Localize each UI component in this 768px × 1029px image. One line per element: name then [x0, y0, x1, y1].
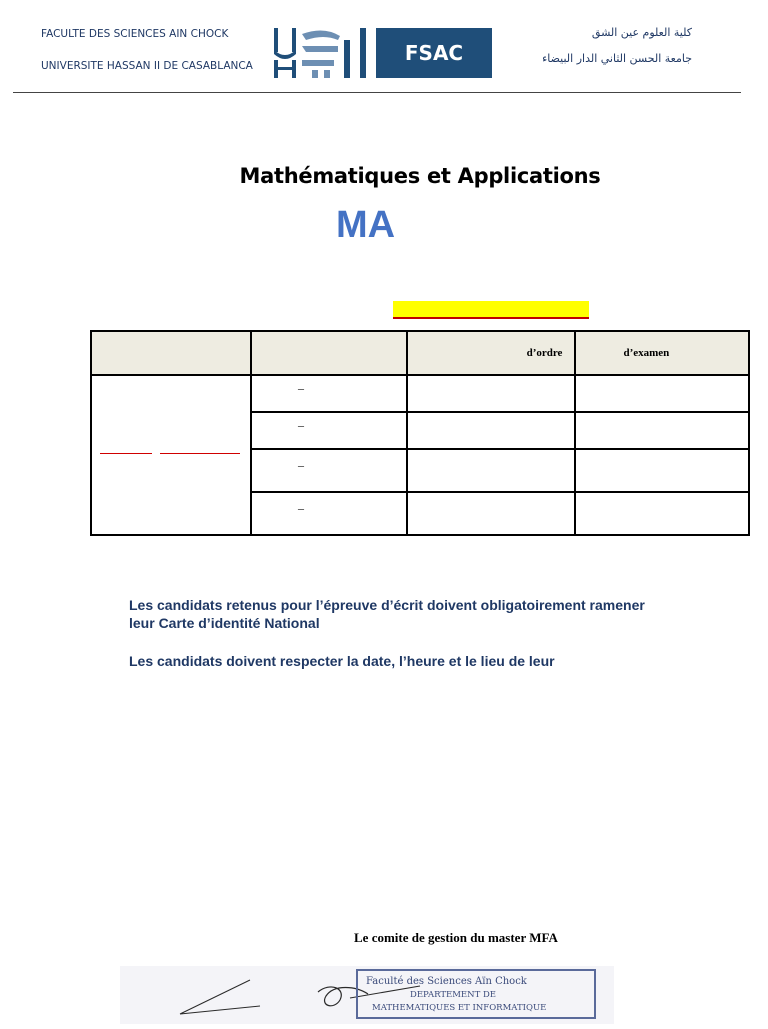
dash-marker: – — [298, 457, 304, 472]
signature-line: Le comite de gestion du master MFA — [354, 930, 558, 945]
stamp-text-line: DEPARTEMENT DE — [410, 990, 496, 1000]
table-cell — [251, 375, 407, 412]
header-cell-ordre: d’ordre — [407, 331, 575, 375]
merged-cell — [91, 375, 251, 535]
header-cell-examen: d’examen — [575, 331, 749, 375]
table-cell — [407, 412, 575, 449]
header-cell — [91, 331, 251, 375]
university-line: UNIVERSITE HASSAN II DE CASABLANCA — [41, 60, 253, 72]
fsac-logo: FSAC — [376, 28, 492, 78]
faculty-line: FACULTE DES SCIENCES AIN CHOCK — [41, 28, 229, 40]
table-cell — [251, 492, 407, 535]
dash-marker: – — [298, 380, 304, 395]
notice-id-card: Les candidats retenus pour l’épreuve d’écrit doivent obligatoirement ramener leur Carte d’identité National — [129, 597, 645, 631]
table-cell — [575, 412, 749, 449]
dash-marker: – — [298, 417, 304, 432]
notice-schedule: Les candidats doivent respecter la date, l’heure et le lieu de leur — [129, 653, 555, 669]
table-cell — [575, 492, 749, 535]
table-cell — [575, 375, 749, 412]
stamp-text-line: Faculté des Sciences Aïn Chock — [366, 976, 527, 987]
university-logo-icon — [272, 26, 376, 80]
table-cell — [407, 375, 575, 412]
program-title: Mathématiques et Applications — [239, 164, 601, 188]
header-divider — [13, 92, 741, 93]
program-acronym: MA — [336, 204, 396, 246]
table-header-row — [91, 331, 749, 375]
results-table — [90, 330, 750, 536]
table-cell — [251, 449, 407, 492]
faculty-name-latin — [41, 27, 253, 73]
header-cell — [251, 331, 407, 375]
table-cell — [251, 412, 407, 449]
university-line-arabic: جامعة الحسن الثاني الدار البيضاء — [542, 52, 692, 65]
department-stamp-icon — [120, 966, 614, 1024]
dash-marker: – — [298, 500, 304, 515]
table-cell — [575, 449, 749, 492]
stamp-text-line: MATHEMATIQUES ET INFORMATIQUE — [372, 1003, 547, 1013]
red-underline-marks — [92, 445, 250, 465]
table-row — [91, 375, 749, 412]
table-cell — [407, 449, 575, 492]
faculty-name-arabic — [542, 26, 692, 66]
stamp-image — [120, 966, 614, 1024]
table-cell — [407, 492, 575, 535]
highlighted-blank — [393, 301, 589, 319]
faculty-line-arabic: كلية العلوم عين الشق — [591, 26, 692, 39]
